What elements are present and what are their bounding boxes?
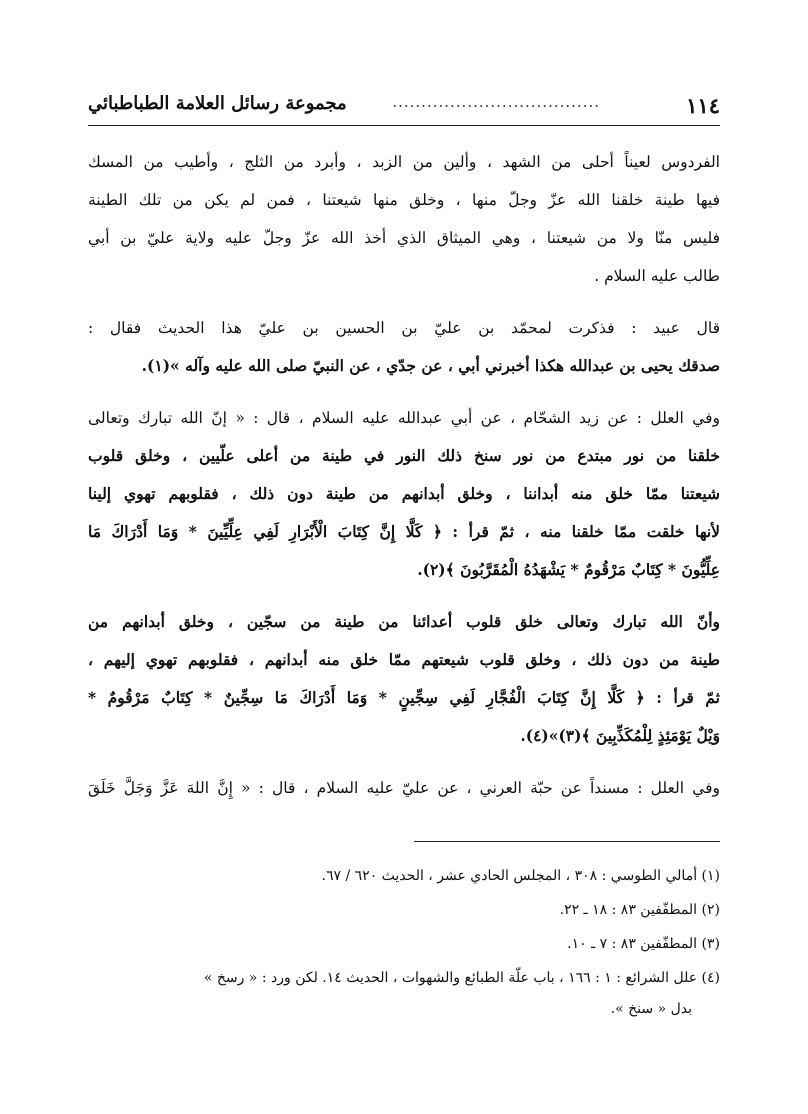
footnote-separator: [414, 841, 720, 842]
text-line: فليس منّا ولا من شيعتنا ، وهي الميثاق الذي أخذ الله عزّ وجلّ عليه ولاية عليّ بن أبي: [88, 229, 720, 247]
header-leader-dots: ....................................: [392, 93, 600, 111]
text-line: وأنّ الله تبارك وتعالى خلق قلوب أعدائنا من طينة من سجّين ، وخلق أبدانهم من: [88, 612, 720, 631]
text-line: عِلِّيُّونَ * كِتَابٌ مَرْقُومٌ * يَشْهَدُهُ الْمُقَرَّبُونَ ﴾(٢).: [417, 560, 720, 579]
paragraph-4: [88, 603, 720, 755]
footnote-4: (٤) علل الشرائع : ١ : ١٦٦ ، باب علّة الطبائع والشهوات ، الحديث ١٤. لكن ورد : « رسخ »: [203, 970, 720, 986]
footnote-1: (١) أمالي الطوسي : ٣٠٨ ، المجلس الحادي عشر ، الحديث ٦٢٠ / ٦٧.: [321, 868, 720, 884]
text-line: ثمّ قرأ : ﴿ كَلَّا إِنَّ كِتَابَ الْفُجَّارِ لَفِي سِجِّينٍ * وَمَا أَدْرَاكَ مَا سِجِّينٌ * كِتَابٌ مَرْقُومٌ *: [88, 688, 720, 707]
text-line: لأنها خلقت ممّا خلقنا منه ، ثمّ قرأ : ﴿ كَلَّا إِنَّ كِتَابَ الْأَبْرَارِ لَفِي عِلِّيِّينَ * وَمَا أَدْرَاكَ مَا: [88, 522, 720, 541]
paragraph-1: [88, 143, 720, 295]
text-line: خلقنا من نور مبتدع من نور سنخ ذلك النور في طينة من أعلى علّيين ، وخلق قلوب: [88, 446, 720, 465]
paragraph-3: [88, 399, 720, 589]
footnote-2: (٢) المطفّفين ٨٣ : ١٨ ـ ٢٢.: [559, 902, 720, 918]
footnotes: [88, 862, 720, 1024]
text-line: الفردوس لعيناً أحلى من الشهد ، وألين من الزبد ، وأبرد من الثلج ، وأطيب من المسك: [88, 153, 720, 171]
text-line: فيها طينة خلقنا الله عزّ وجلّ منها ، وخلق منها شيعتنا ، فمن لم يكن من تلك الطينة: [88, 191, 720, 209]
footnote-4-continuation: بدل « سنخ ».: [610, 1001, 692, 1017]
text-line: طينة من دون ذلك ، وخلق قلوب شيعتهم ممّا خلق منه أبدانهم ، فقلوبهم تهوي إليهم ،: [88, 650, 720, 669]
page-number: ١١٤: [686, 93, 720, 118]
book-title: مجموعة رسائل العلامة الطباطبائي: [88, 93, 347, 114]
running-header: [88, 91, 720, 126]
text-line: صدقك يحيى بن عبدالله هكذا أخبرني أبي ، عن جدّي ، عن النبيّ صلى الله عليه وآله »(١).: [141, 356, 720, 375]
text-line: وفي العلل : مسنداً عن حبّة العرني ، عن عليّ عليه السلام ، قال : « إِنَّ اللهَ عَزَّ وَجَلَّ خَلَقَ: [88, 779, 720, 797]
text-line: قال عبيد : فذكرت لمحمّد بن عليّ بن الحسين بن عليّ هذا الحديث فقال :: [88, 319, 720, 337]
main-text: [88, 143, 720, 807]
footnote-3: (٣) المطفّفين ٨٣ : ٧ ـ ١٠.: [567, 936, 720, 952]
text-line: وفي العلل : عن زيد الشحّام ، عن أبي عبدالله عليه السلام ، قال : « إنّ الله تبارك وتعالى: [88, 409, 720, 427]
text-line: وَيْلٌ يَوْمَئِذٍ لِلْمُكَذِّبِينَ ﴾(٣)»(٤).: [520, 726, 720, 745]
paragraph-5: [88, 769, 720, 807]
paragraph-2: [88, 309, 720, 385]
text-line: طالب عليه السلام .: [594, 267, 720, 285]
text-line: شيعتنا ممّا خلق منه أبداننا ، وخلق أبدانهم من طينة دون ذلك ، فقلوبهم تهوي إلينا: [88, 484, 720, 503]
